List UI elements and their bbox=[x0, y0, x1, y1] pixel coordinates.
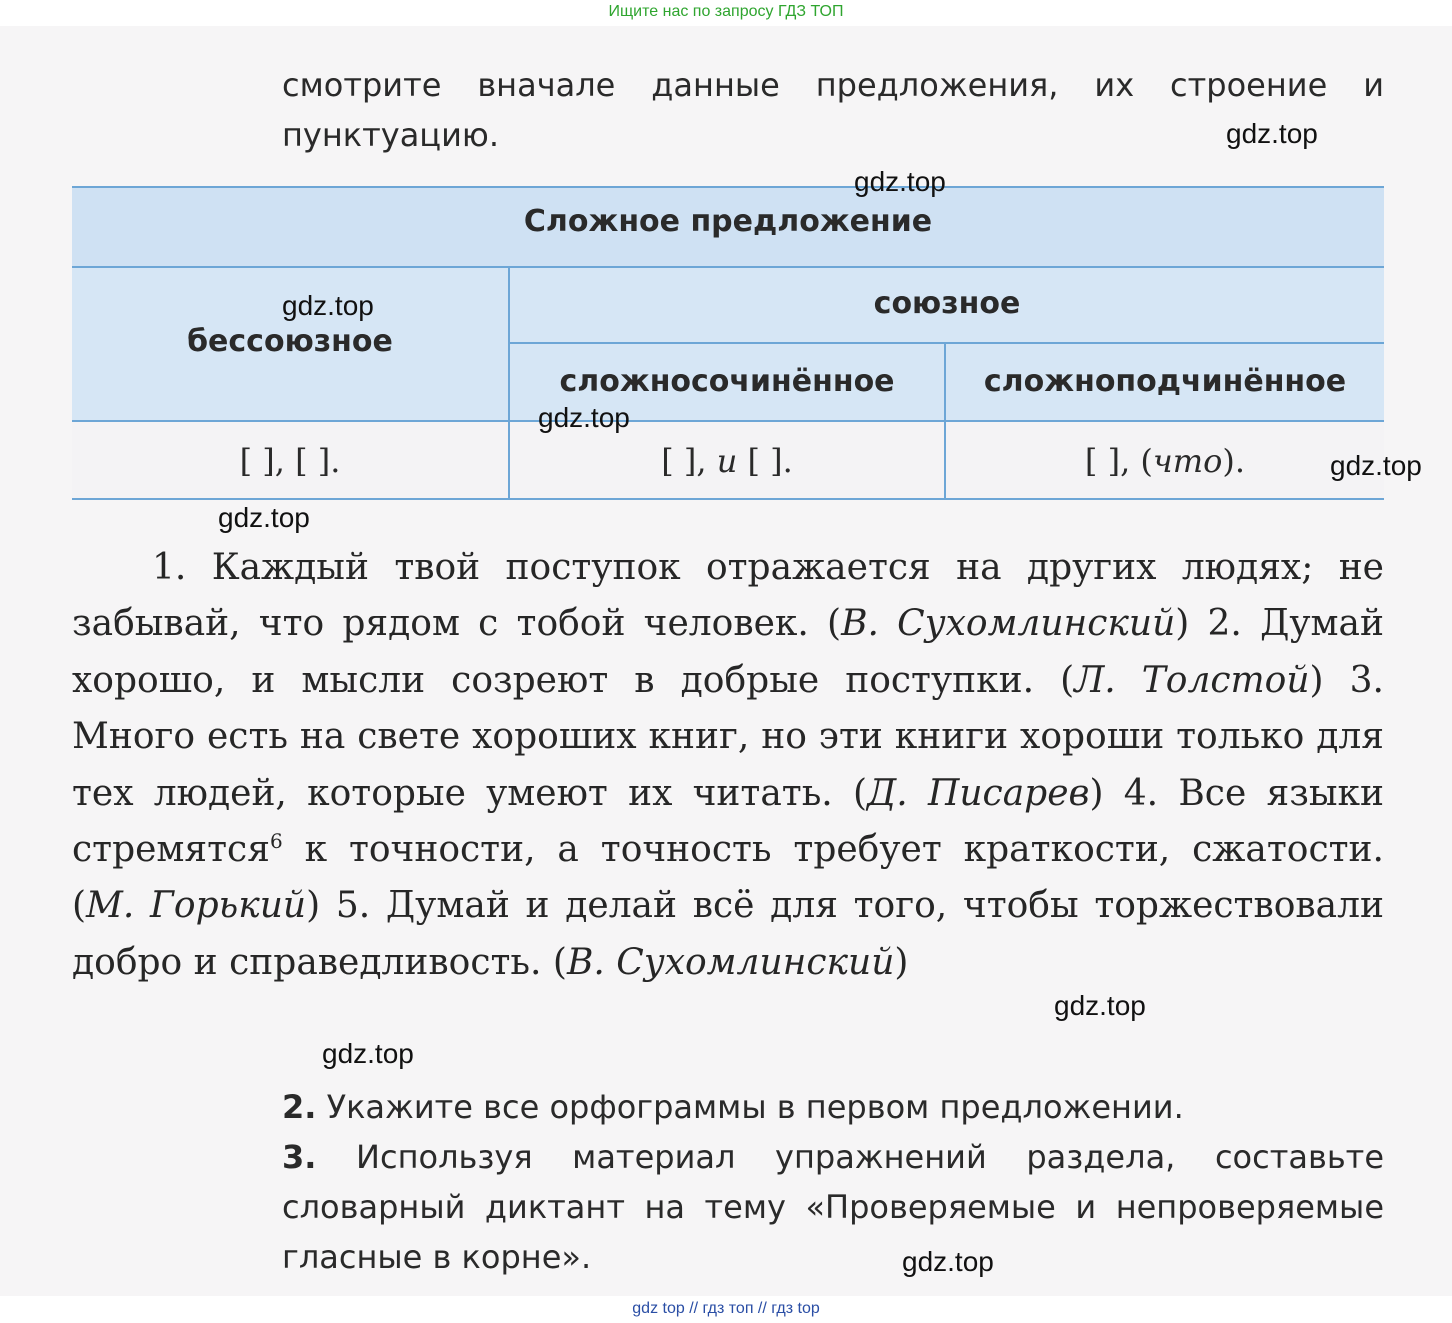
top-banner[interactable]: Ищите нас по запросу ГДЗ ТОП bbox=[608, 3, 844, 20]
scheme-asyndetic: [ ], [ ]. bbox=[239, 442, 341, 480]
sentence-text: к точности, а точность требует краткости, сжатости. ( bbox=[72, 829, 1384, 927]
watermark: gdz.top bbox=[218, 502, 310, 533]
sentence-author: Л. Толстой bbox=[1074, 659, 1310, 701]
bottom-banner[interactable]: gdz top // гдз топ // гдз top bbox=[632, 1300, 820, 1317]
task-text: Используя материал упражнений раздела, составьте словарный диктант на тему «Проверяемые и непроверяемые гласные в корне». bbox=[282, 1138, 1385, 1276]
intro-paragraph: смотрите вначале данные предложения, их строение и пунктуацию. bbox=[282, 66, 1384, 154]
scheme-compound bbox=[510, 442, 944, 480]
task-number: 3. bbox=[282, 1138, 317, 1176]
table-divider bbox=[508, 342, 1384, 344]
watermark: gdz.top bbox=[854, 166, 946, 197]
sentence-text: 3. Много есть на свете хороших книг, но эти книги хороши только для тех людей, которые умеют их читать. ( bbox=[72, 659, 1384, 814]
sentence-author: В. Сухомлинский bbox=[566, 941, 895, 983]
watermark: gdz.top bbox=[1330, 450, 1422, 481]
sentence-close: ) bbox=[1089, 772, 1104, 814]
table-title: Сложное предложение bbox=[523, 204, 933, 239]
watermark: gdz.top bbox=[902, 1246, 994, 1277]
watermark: gdz.top bbox=[282, 290, 374, 321]
sentence-author: М. Горький bbox=[86, 885, 307, 927]
scheme-complex bbox=[946, 442, 1384, 480]
exercise-tasks bbox=[282, 1082, 1384, 1282]
sentence-close: ) bbox=[894, 941, 909, 983]
task-number: 2. bbox=[282, 1088, 317, 1126]
watermark: gdz.top bbox=[1054, 990, 1146, 1021]
column-compound: сложносочинённое bbox=[559, 364, 895, 399]
watermark: gdz.top bbox=[322, 1038, 414, 1069]
sentence-text: 4. Все языки стремятся bbox=[72, 772, 1384, 871]
scheme-conjunction: и bbox=[716, 442, 738, 480]
sentence-1 bbox=[72, 547, 1384, 644]
task-text: Укажите все орфограммы в первом предложении. bbox=[326, 1088, 1184, 1126]
scheme-part: [ ], ( bbox=[1084, 442, 1153, 480]
footnote-mark: 6 bbox=[269, 829, 283, 854]
sentence-close: ) bbox=[306, 885, 321, 927]
exercise-sentences bbox=[72, 540, 1384, 991]
scheme-part: [ ]. bbox=[737, 442, 793, 480]
watermark: gdz.top bbox=[1226, 118, 1318, 149]
task-2 bbox=[282, 1082, 1384, 1132]
column-syndetic: союзное bbox=[873, 286, 1021, 321]
column-asyndetic: бессоюзное bbox=[187, 324, 393, 359]
scheme-part: ). bbox=[1222, 442, 1246, 480]
sentence-close: ) bbox=[1309, 659, 1324, 701]
sentence-author: Д. Писарев bbox=[867, 772, 1090, 814]
sentence-text: 2. Думай хорошо, и мысли созреют в добрые поступки. ( bbox=[72, 603, 1384, 701]
sentence-text: 5. Думай и делай всё для того, чтобы торжествовали добро и справедливость. ( bbox=[72, 885, 1384, 983]
sentence-author: В. Сухомлинский bbox=[841, 603, 1176, 645]
column-complex: сложноподчинённое bbox=[983, 364, 1347, 399]
sentence-close: ) bbox=[1175, 603, 1190, 645]
watermark: gdz.top bbox=[538, 402, 630, 433]
scheme-part: [ ], bbox=[661, 442, 717, 480]
task-3 bbox=[282, 1132, 1384, 1282]
sentence-text: 1. Каждый твой поступок отражается на других людях; не забывай, что рядом с тобой человек. ( bbox=[72, 547, 1384, 645]
sentence-types-table bbox=[72, 186, 1384, 498]
scheme-conjunction: что bbox=[1152, 442, 1223, 480]
